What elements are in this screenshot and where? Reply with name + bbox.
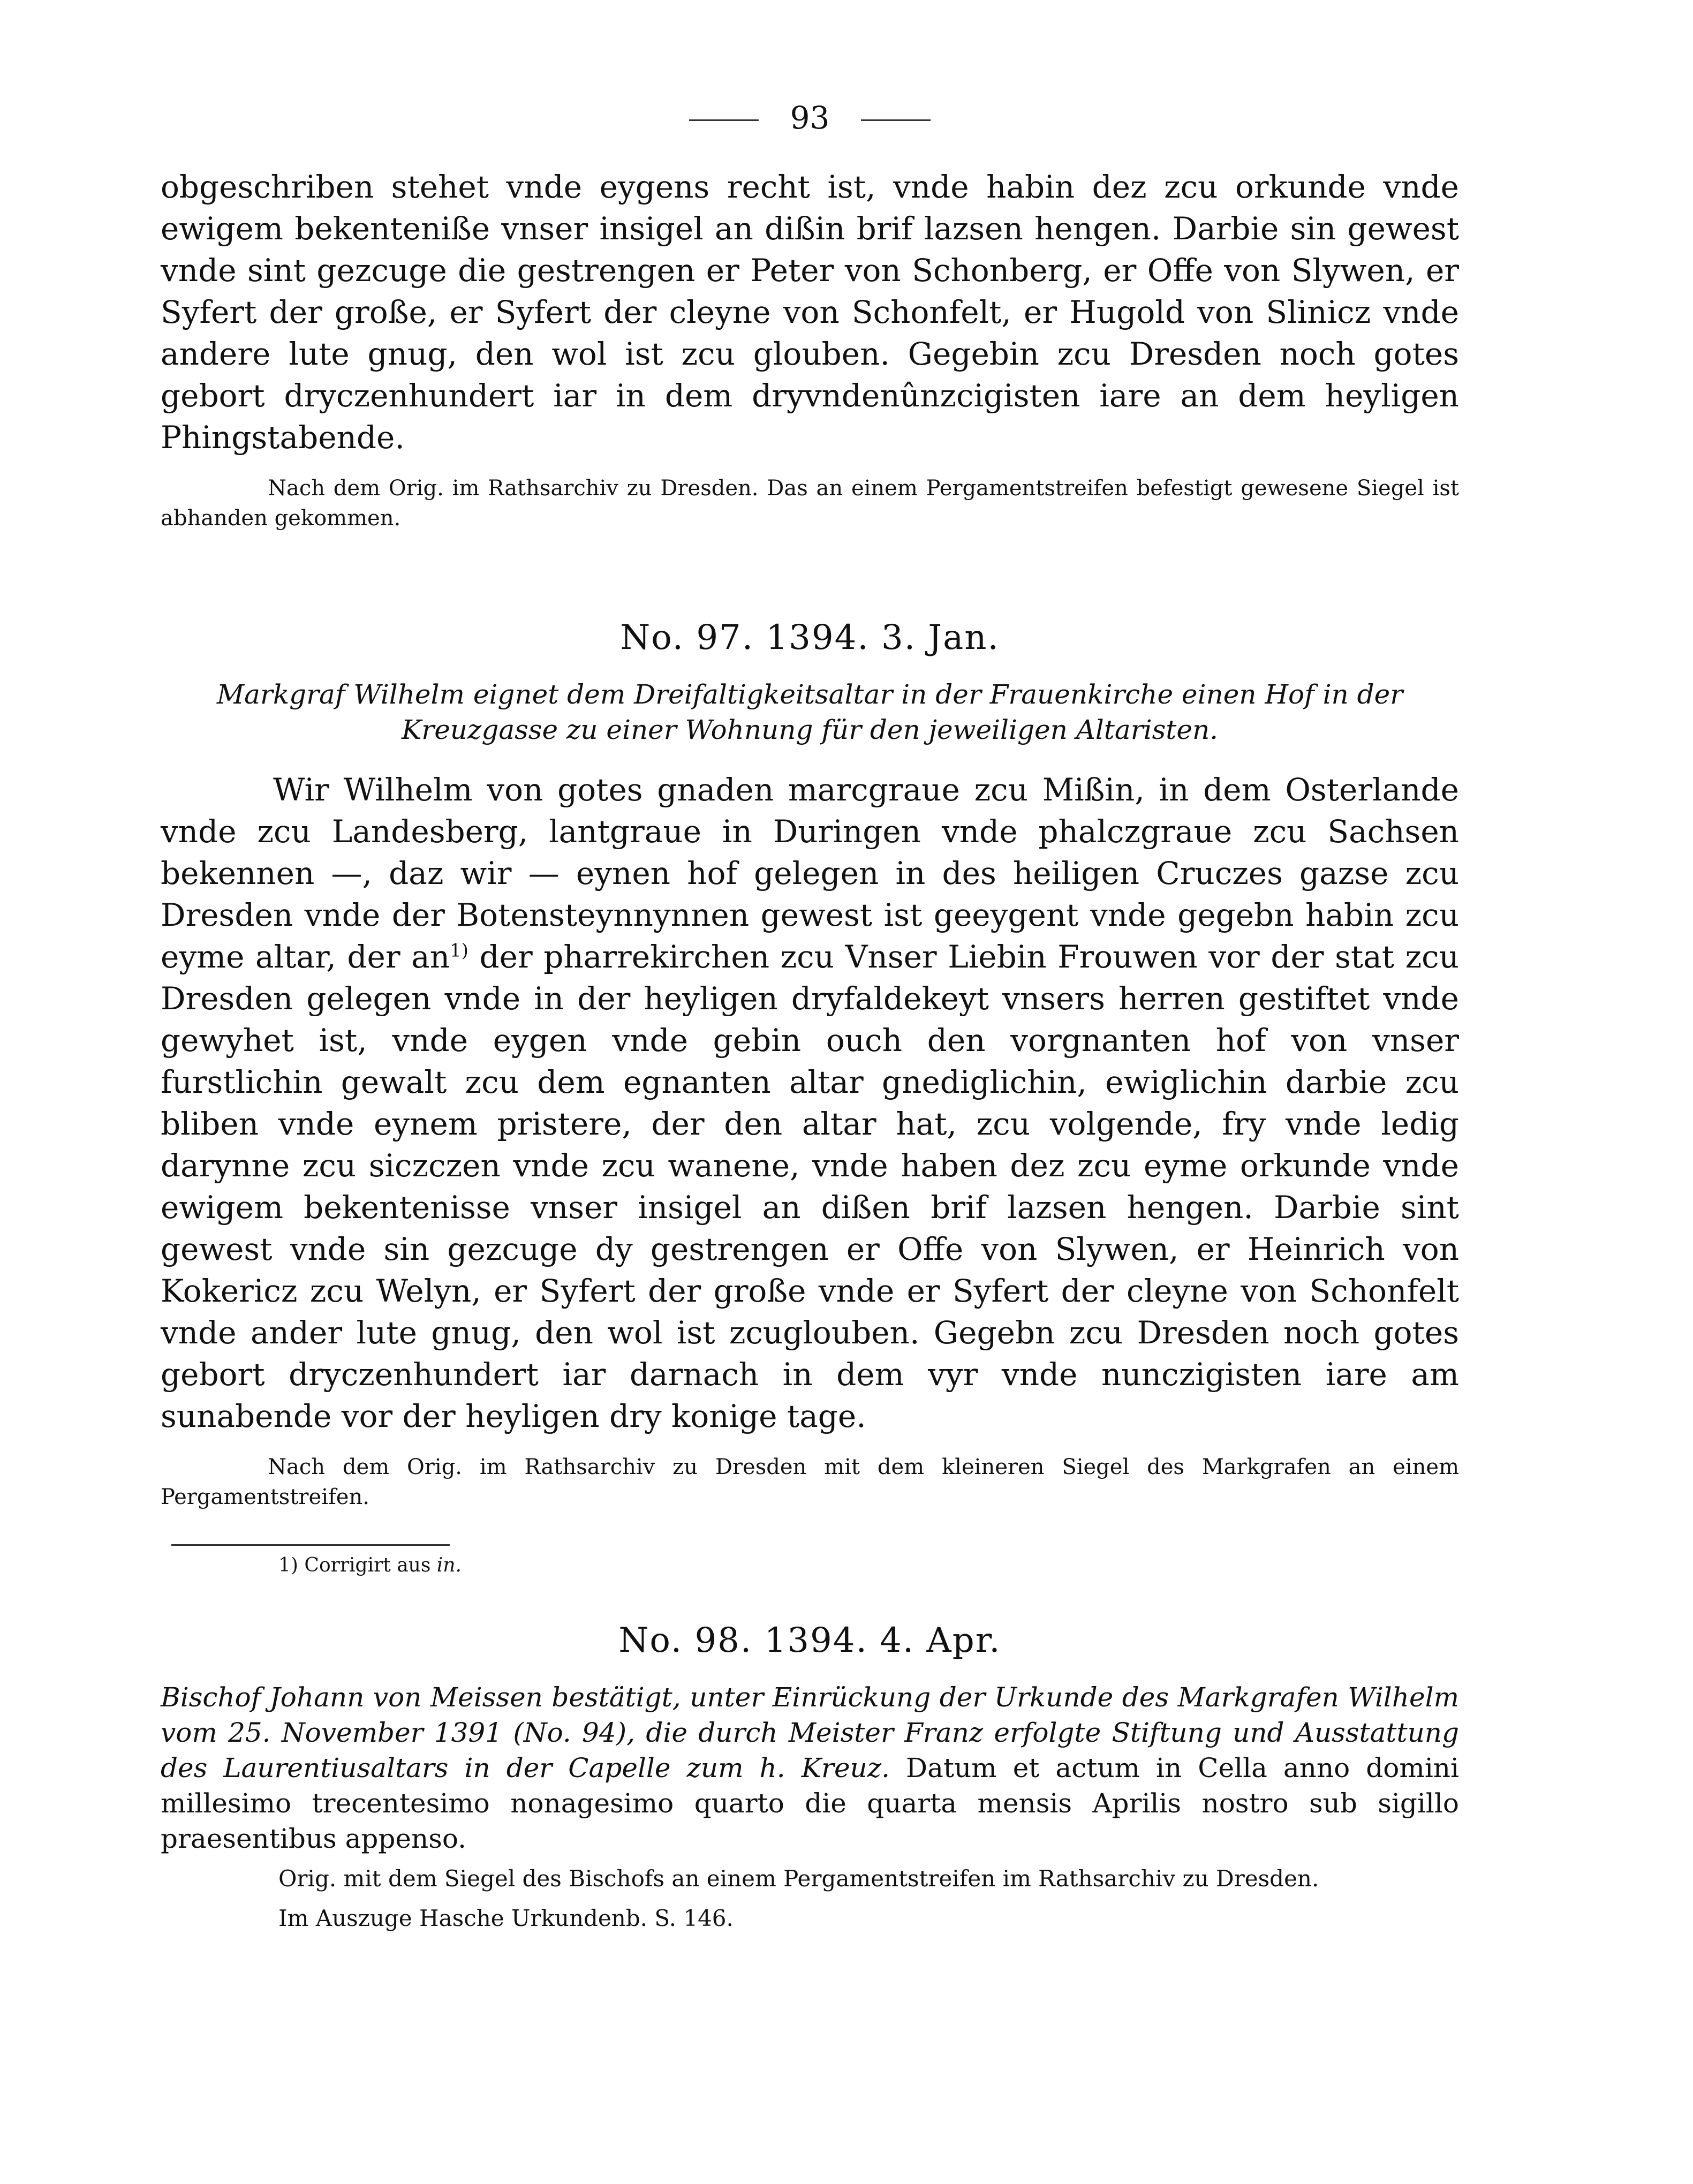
footnote-word: in. [436,1554,462,1576]
header-dash-left [689,119,759,121]
doc97-note: Nach dem Orig. im Rathsarchiv zu Dresden mit dem kleineren Siegel des Markgrafen an einem Pergamentstreifen. [161,1455,1459,1509]
continuation-text: obgeschriben stehet vnde eygens recht ist, vnde habin dez zcu orkunde vnde ewigem bekenteniße vnser insigel an dißin brif lazsen hengen. Darbie sin gewest vnde sint gezcuge die gestrengen er Peter von Schonberg, er Offe von Slywen, er Syfert der große, er Syfert der cleyne von Schonfelt, er Hugold von Slinicz vnde andere lute gnug, den wol ist zcu glouben. Gegebin zcu Dresden noch gotes gebort dryczenhundert iar in dem dryvndenûnzcigisten iare an dem heyligen Phingstabende. [161,169,1459,456]
doc98-cite-1: Orig. mit dem Siegel des Bischofs an einem Pergamentstreifen im Rathsarchiv zu Dresden. [278,1865,1319,1892]
doc98-cite-2: Im Auszuge Hasche Urkundenb. S. 146. [278,1905,734,1931]
doc97-text [161,769,1459,1437]
doc97-summary: Markgraf Wilhelm eignet dem Dreifaltigkeitsaltar in der Frauenkirche einen Hof in der Kreuzgasse zu einer Wohnung für den jeweiligen Altaristen. [216,679,1403,745]
doc98-summary-italic: Bischof Johann von Meissen bestätigt, unter Einrückung der Urkunde des Markgrafen Wilhelm vom 25. November 1391 (No. 94), die durch Meister Franz erfolgte Stiftung und Ausstattung des Laurentiusaltars in der Capelle zum h. Kreuz. [161,1682,1459,1784]
doc98-heading: No. 98. 1394. 4. Apr. [618,1621,1001,1660]
doc97-heading: No. 97. 1394. 3. Jan. [620,618,1000,658]
page-number: 93 [790,100,830,136]
footnote-marker: 1) [450,940,468,962]
document-page [161,94,1459,1936]
doc98-summary [161,1680,1459,1856]
header-dash-right [861,119,931,121]
doc97-text-part2: der pharrekirchen zcu Vnser Liebin Frouwen vor der stat zcu Dresden gelegen vnde in der heyligen dryfaldekeyt vnsers herren gestiftet vnde gewyhet ist, vnde eygen vnde gebin ouch den vorgnanten hof von vnser furstlichin gewalt zcu dem egnanten altar gnediglichin, ewiglichin darbie zcu bliben vnde eynem pristere, der den altar hat, zcu volgende, fry vnde ledig darynne zcu siczczen vnde zcu wanene, vnde haben dez zcu eyme orkunde vnde ewigem bekentenisse vnser insigel an dißen brif lazsen hengen. Darbie sint gewest vnde sin gezcuge dy gestrengen er Offe von Slywen, er Heinrich von Kokericz zcu Welyn, er Syfert der große vnde er Syfert der cleyne von Schonfelt vnde ander lute gnug, den wol ist zcuglouben. Gegebn zcu Dresden noch gotes gebort dryczenhundert iar darnach in dem vyr vnde nunczigisten iare am sunabende vor der heyligen dry konige tage. [161,939,1459,1434]
footnote-rule [171,1544,450,1546]
doc98-summary-latin: Datum et actum in Cella anno domini millesimo trecentesimo nonagesimo quarto die quarta mensis Aprilis nostro sub sigillo praesentibus appenso. [161,1752,1460,1854]
footnote [278,1552,1459,1579]
doc97-text-part1: Wir Wilhelm von gotes gnaden marcgraue zcu Mißin, in dem Osterlande vnde zcu Landesberg, lantgraue in Duringen vnde phalczgraue zcu Sachsen bekennen —, daz wir — eynen hof gelegen in des heiligen Cruczes gazse zcu Dresden vnde der Botensteynnynnen gewest ist geeygent vnde gegebn habin zcu eyme altar, der an [161,772,1459,975]
footnote-label: 1) Corrigirt aus [278,1554,431,1576]
continuation-note: Nach dem Orig. im Rathsarchiv zu Dresden. Das an einem Pergamentstreifen befestigt gewesene Siegel ist abhanden gekommen. [161,476,1459,531]
page-header [161,94,1459,142]
